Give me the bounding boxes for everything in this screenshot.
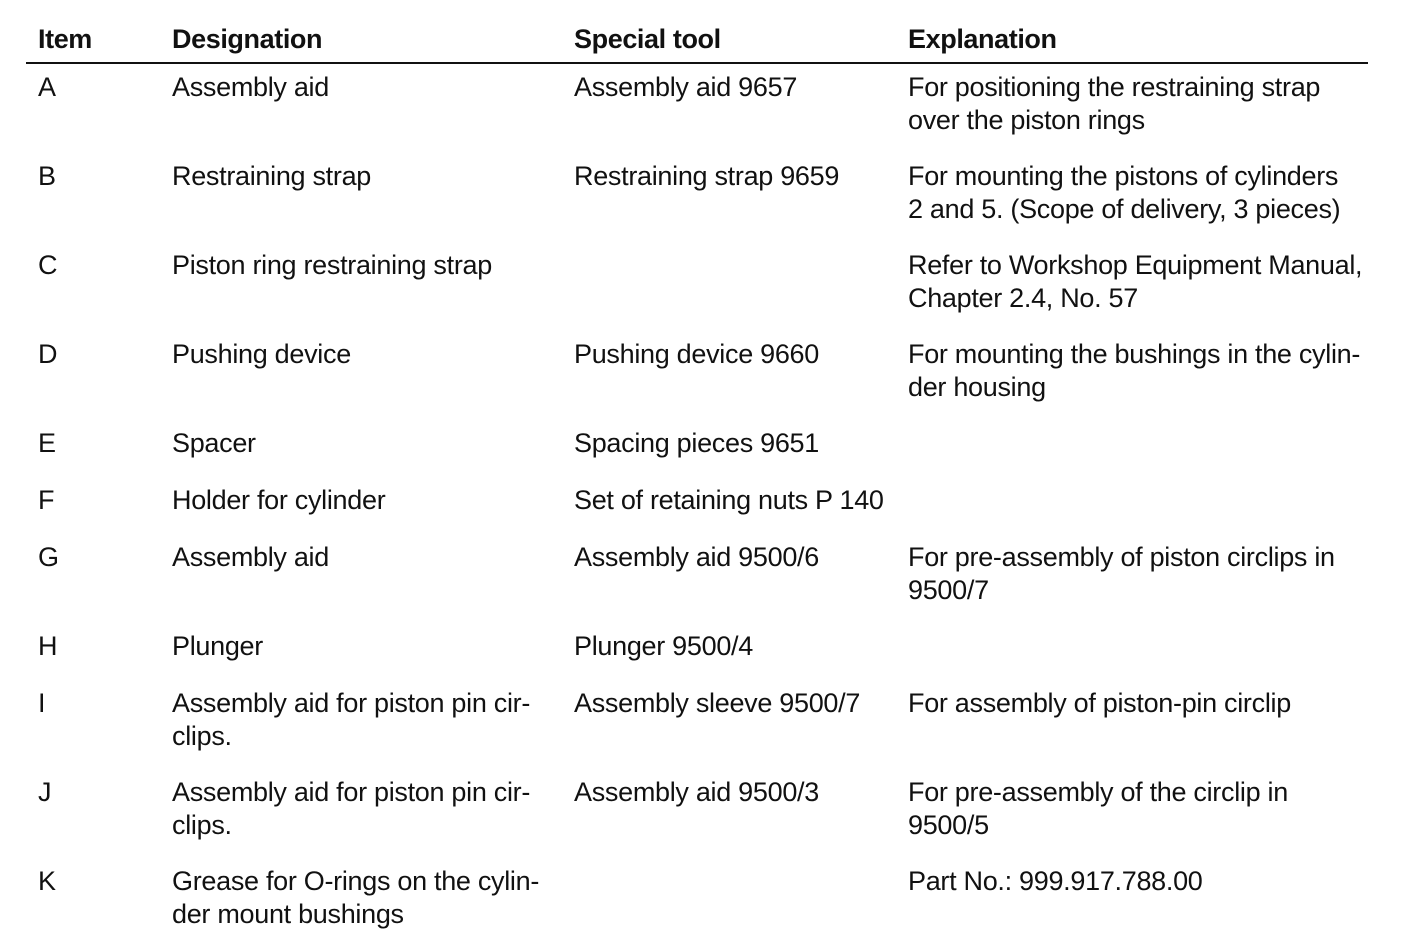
cell-item: F — [38, 485, 55, 515]
cell-special-tool: Assembly sleeve 9500/7 — [574, 688, 861, 718]
cell-special-tool: Spacing pieces 9651 — [574, 428, 819, 458]
cell-item: E — [38, 428, 56, 458]
header-item: Item — [38, 24, 92, 54]
cell-explanation: Refer to Workshop Equipment Manual, Chapter 2.4, No. 57 — [908, 250, 1363, 313]
cell-item: H — [38, 631, 58, 661]
header-designation: Designation — [172, 24, 323, 54]
cell-item: G — [38, 542, 59, 572]
table-header-row — [26, 0, 1368, 64]
cell-special-tool: Pushing device 9660 — [574, 339, 819, 369]
cell-designation: Assembly aid for piston pin cir- clips. — [172, 688, 531, 751]
cell-special-tool: Plunger 9500/4 — [574, 631, 753, 661]
cell-special-tool: Assembly aid 9500/6 — [574, 542, 819, 572]
cell-item: J — [38, 777, 52, 807]
cell-designation: Assembly aid — [172, 72, 329, 102]
cell-designation: Piston ring restraining strap — [172, 250, 492, 280]
header-special-tool: Special tool — [574, 24, 721, 54]
table-row — [26, 680, 1368, 769]
header-explanation: Explanation — [908, 24, 1057, 54]
cell-designation: Restraining strap — [172, 161, 371, 191]
cell-special-tool: Restraining strap 9659 — [574, 161, 840, 191]
table-row — [26, 769, 1368, 858]
cell-designation: Holder for cylinder — [172, 485, 386, 515]
cell-designation: Plunger — [172, 631, 263, 661]
table-row — [26, 534, 1368, 623]
table-row — [26, 420, 1368, 477]
table-row — [26, 477, 1368, 534]
cell-special-tool: Set of retaining nuts P 140 — [574, 485, 884, 515]
cell-explanation: For pre-assembly of piston circlips in 9500/7 — [908, 542, 1335, 605]
cell-designation: Assembly aid — [172, 542, 329, 572]
cell-designation: Grease for O-rings on the cylin- der mount bushings — [172, 866, 540, 929]
cell-designation: Pushing device — [172, 339, 351, 369]
cell-item: I — [38, 688, 46, 718]
table-row — [26, 153, 1368, 242]
cell-special-tool: Assembly aid 9500/3 — [574, 777, 819, 807]
cell-explanation: For positioning the restraining strap over the piston rings — [908, 72, 1321, 135]
cell-item: D — [38, 339, 58, 369]
special-tools-table — [26, 0, 1368, 947]
cell-designation: Assembly aid for piston pin cir- clips. — [172, 777, 531, 840]
cell-explanation: For pre-assembly of the circlip in 9500/5 — [908, 777, 1288, 840]
cell-special-tool: Assembly aid 9657 — [574, 72, 798, 102]
cell-item: A — [38, 72, 56, 102]
cell-explanation: For assembly of piston-pin circlip — [908, 688, 1291, 718]
cell-explanation: For mounting the bushings in the cylin- der housing — [908, 339, 1361, 402]
table-row — [26, 242, 1368, 331]
cell-item: C — [38, 250, 58, 280]
cell-item: B — [38, 161, 56, 191]
cell-designation: Spacer — [172, 428, 256, 458]
table-row — [26, 331, 1368, 420]
cell-item: K — [38, 866, 56, 896]
table-row — [26, 858, 1368, 947]
table-row — [26, 623, 1368, 680]
cell-explanation: Part No.: 999.917.788.00 — [908, 866, 1203, 896]
table-row — [26, 64, 1368, 153]
cell-explanation: For mounting the pistons of cylinders 2 and 5. (Scope of delivery, 3 pieces) — [908, 161, 1341, 224]
